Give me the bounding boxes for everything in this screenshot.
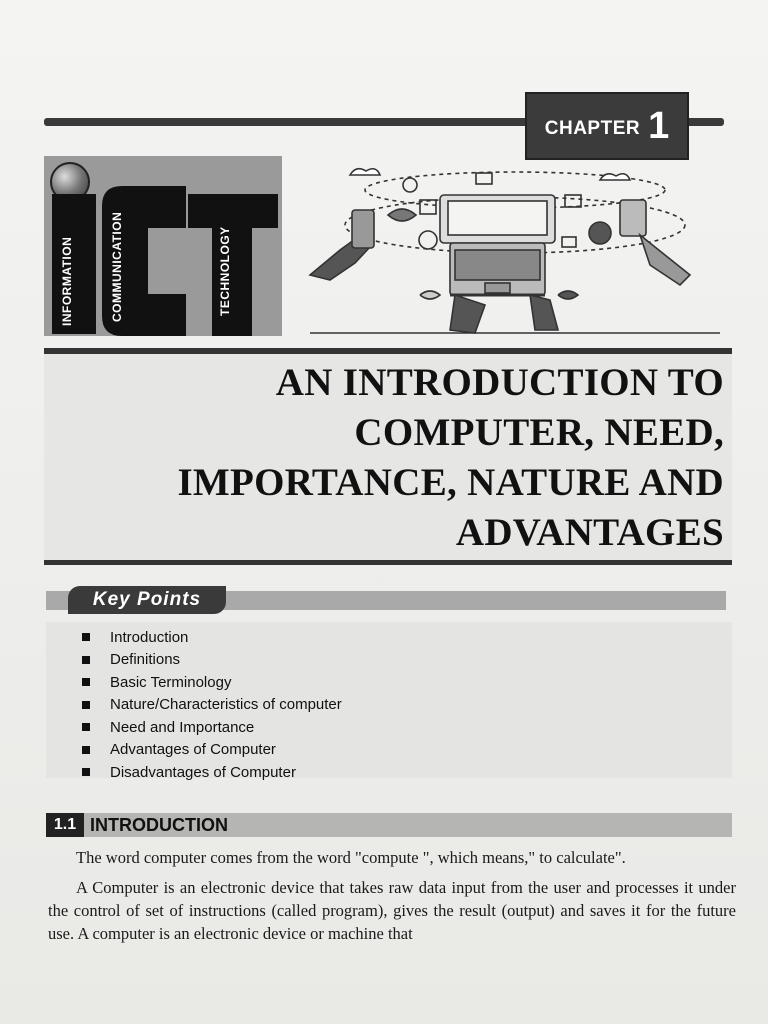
paragraph: The word computer comes from the word "compute ", which means," to calculate".: [76, 848, 626, 867]
chapter-badge: [525, 92, 689, 160]
chapter-number: 1: [648, 104, 670, 147]
title-rule-bottom: [44, 560, 732, 565]
list-item: [82, 739, 342, 762]
paragraph: A Computer is an electronic device that takes raw data input from the user and processes it under the control of set of instructions (called program), gives the result (output) and saves it for the future use. A computer is an electronic device or machine that: [48, 878, 736, 943]
ict-word-technology: TECHNOLOGY: [218, 226, 232, 316]
list-item-text: Introduction: [110, 628, 189, 646]
ict-word-communication: COMMUNICATION: [110, 211, 124, 322]
list-item: [82, 671, 342, 694]
list-item: [82, 761, 342, 784]
bullet-square-icon: [82, 678, 90, 686]
ict-banner: [44, 156, 282, 336]
list-item-text: Nature/Characteristics of computer: [110, 696, 342, 714]
chapter-title: [64, 358, 724, 558]
bullet-square-icon: [82, 701, 90, 709]
bullet-square-icon: [82, 746, 90, 754]
list-item-text: Advantages of Computer: [110, 741, 276, 759]
list-item: [82, 716, 342, 739]
list-item-text: Need and Importance: [110, 718, 255, 736]
ict-word-information: INFORMATION: [60, 236, 74, 326]
list-item: [82, 649, 342, 672]
section-number: 1.1: [46, 813, 84, 837]
title-line: COMPUTER, NEED,: [354, 411, 724, 454]
section-title: INTRODUCTION: [90, 815, 228, 835]
bullet-square-icon: [82, 768, 90, 776]
bullet-square-icon: [82, 656, 90, 664]
key-points-list: [82, 626, 342, 784]
list-item: [82, 694, 342, 717]
bullet-square-icon: [82, 723, 90, 731]
list-item: [82, 626, 342, 649]
key-points-panel: [46, 622, 732, 781]
title-line: ADVANTAGES: [455, 511, 724, 554]
list-item-text: Disadvantages of Computer: [110, 763, 296, 781]
key-points-heading: Key Points: [68, 586, 226, 614]
ict-letter-i: [52, 194, 96, 334]
chapter-label: CHAPTER: [544, 118, 641, 139]
chapter-title-panel: [44, 354, 732, 560]
ict-letter-t: [188, 194, 278, 336]
list-item-text: Basic Terminology: [110, 673, 232, 691]
list-item-text: Definitions: [110, 651, 181, 669]
bullet-square-icon: [82, 633, 90, 641]
title-line: IMPORTANCE, NATURE AND: [177, 461, 724, 504]
title-line: AN INTRODUCTION TO: [275, 361, 724, 404]
computer-illustration: [300, 155, 730, 340]
